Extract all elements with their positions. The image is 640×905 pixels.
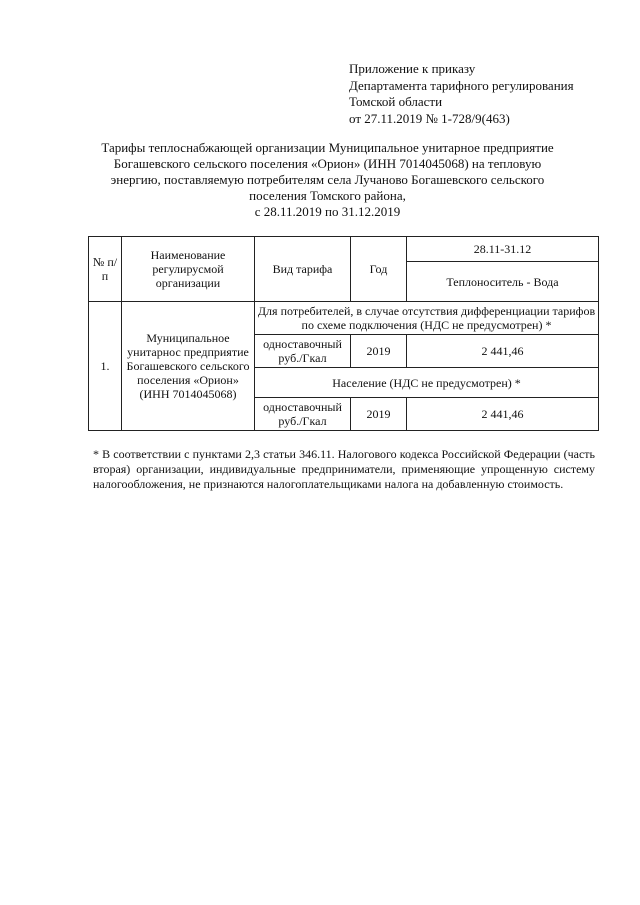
title-line: Богашевского сельского поселения «Орион» (ИНН 7014045068) на тепловую xyxy=(113,156,542,171)
header-year: Год xyxy=(351,237,407,302)
consumer-group-population: Население (НДС не предусмотрен) * xyxy=(255,368,599,398)
tariff-type-cell: одноставочный руб./Гкал xyxy=(255,335,351,368)
appendix-line: от 27.11.2019 № 1-728/9(463) xyxy=(349,110,510,126)
header-carrier: Теплоноситель - Вода xyxy=(407,262,599,302)
appendix-line: Томской области xyxy=(349,94,443,109)
tariff-value-cell: 2 441,46 xyxy=(407,398,599,431)
appendix-line: Департамента тарифного регулирования xyxy=(349,77,574,93)
title-line: Тарифы теплоснабжающей организации Муниципальное унитарное предприятие xyxy=(101,140,554,155)
footnote: * В соответствии с пунктами 2,3 статьи 346.11. Налогового кодекса Российской Федерации (часть вторая) организации, индивидуальные предприниматели, применяющие упрощенную систему налогообложения, не признаются налогоплательщиками налога на добавленную стоимость. xyxy=(93,447,595,491)
header-period: 28.11-31.12 xyxy=(407,237,599,262)
header-number: № п/п xyxy=(89,237,122,302)
tariff-table xyxy=(88,236,599,431)
document-title xyxy=(60,140,595,220)
header-tariff-type: Вид тарифа xyxy=(255,237,351,302)
title-line: энергию, поставляемую потребителям села Лучаново Богашевского сельского xyxy=(110,172,545,187)
row-org-name: Муниципальное унитарнос предприятие Богашевского сельского поселения «Орион» (ИНН 7014045068) xyxy=(122,302,255,431)
title-line: с 28.11.2019 по 31.12.2019 xyxy=(254,204,401,219)
row-number: 1. xyxy=(89,302,122,431)
year-cell: 2019 xyxy=(351,335,407,368)
tariff-value-cell: 2 441,46 xyxy=(407,335,599,368)
header-org-name: Наименование регулирусмой организации xyxy=(122,237,255,302)
title-line: поселения Томского района, xyxy=(249,188,406,203)
year-cell: 2019 xyxy=(351,398,407,431)
tariff-type-cell: одноставочный руб./Гкал xyxy=(255,398,351,431)
appendix-line: Приложение к приказу xyxy=(349,61,476,76)
appendix-header xyxy=(349,61,574,127)
consumer-group-general: Для потребителей, в случае отсутствия дифференциации тарифов по схеме подключения (НДС не предусмотрен) * xyxy=(255,302,599,335)
